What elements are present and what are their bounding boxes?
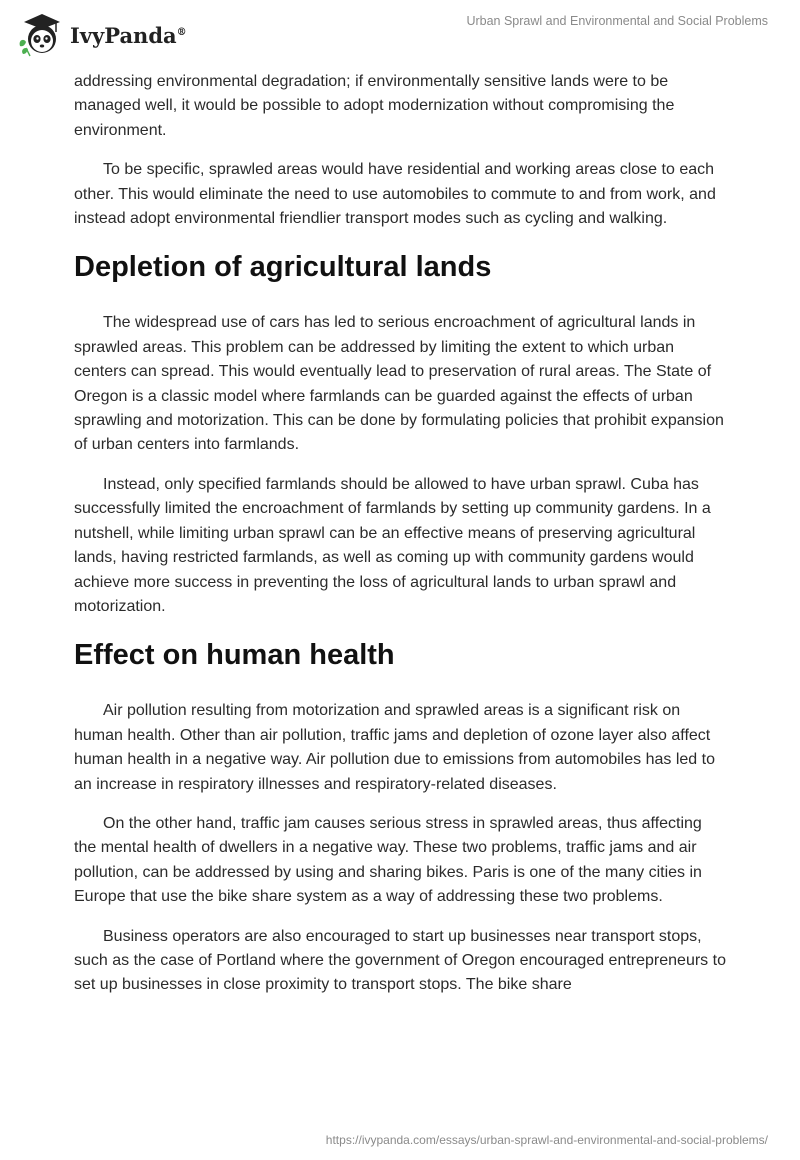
essay-content [74,70,726,1013]
section-heading-agricultural-lands: Depletion of agricultural lands [74,251,492,284]
page-header [0,0,800,64]
paragraph: addressing environmental degradation; if environmentally sensitive lands were to be managed well, it would be possible to adopt modernization without compromising the environment. [74,73,675,139]
paragraph: Business operators are also encouraged to start up businesses near transport stops, such as the case of Portland where the government of Oregon encouraged entrepreneurs to set up businesses in close proximity to transport stops. The bike share [74,927,726,994]
paragraph: On the other hand, traffic jam causes serious stress in sprawled areas, thus affecting the mental health of dwellers in a negative way. These two problems, traffic jams and air pollution, can be addressed by using and sharing bikes. Paris is one of the many cities in Europe that use the bike share system as a way of addressing these two problems. [74,814,702,906]
section-heading-human-health: Effect on human health [74,639,395,672]
paragraph: Instead, only specified farmlands should be allowed to have urban sprawl. Cuba has successfully limited the encroachment of farmlands by setting up community gardens. In a nutshell, while limiting urban sprawl can be an effective means of preserving agricultural lands, having restricted farmlands, as well as coming up with community gardens would achieve more success in preventing the loss of agricultural lands to urban sprawl and motorization. [74,475,711,615]
document-title: Urban Sprawl and Environmental and Social Problems [466,14,768,28]
registered-mark: ® [176,26,187,38]
paragraph: Air pollution resulting from motorization and sprawled areas is a significant risk on human health. Other than air pollution, traffic jams and depletion of ozone layer also affect human health in a negative way. Air pollution due to emissions from automobiles has led to an increase in respiratory illnesses and respiratory-related diseases. [74,702,715,793]
ivypanda-logo[interactable] [16,10,187,58]
paragraph: The widespread use of cars has led to serious encroachment of agricultural lands in sprawled areas. This problem can be addressed by limiting the extent to which urban centers can spread. This would eventually lead to preservation of rural areas. The State of Oregon is a classic model where farmlands can be guarded against the effects of urban sprawling and motorization. This can be done by formulating policies that prohibit expansion of urban centers into farmlands. [74,314,724,454]
panda-graduate-icon [16,10,64,58]
source-url[interactable]: https://ivypanda.com/essays/urban-sprawl-and-environmental-and-social-problems/ [325,1133,768,1147]
brand-name: IvyPanda® [70,22,187,48]
paragraph: To be specific, sprawled areas would have residential and working areas close to each other. This would eliminate the need to use automobiles to commute to and from work, and instead adopt environmental friendlier transport modes such as cycling and walking. [74,161,716,228]
